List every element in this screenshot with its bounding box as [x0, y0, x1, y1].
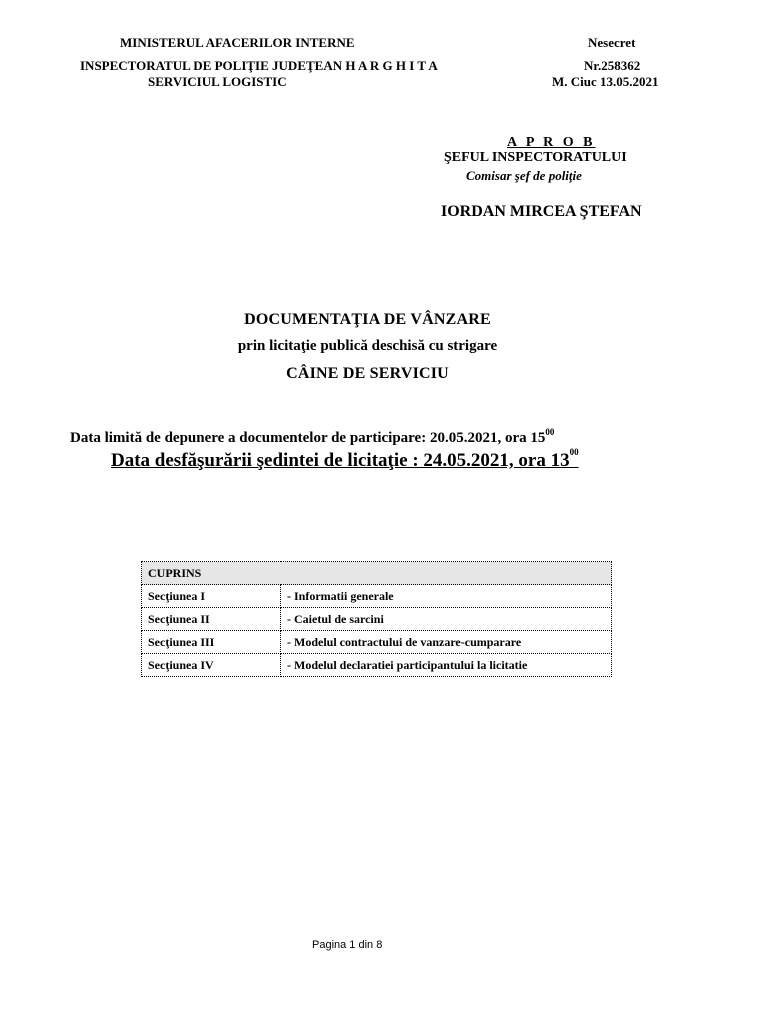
table-row — [142, 608, 612, 631]
toc-heading: CUPRINS — [142, 562, 612, 585]
ministry-name: MINISTERUL AFACERILOR INTERNE — [120, 35, 355, 50]
approver-name: IORDAN MIRCEA ŞTEFAN — [441, 203, 642, 220]
classification-label: Nesecret — [588, 35, 636, 50]
submission-deadline — [70, 427, 555, 447]
document-number: Nr.258362 — [584, 58, 641, 73]
place-date: M. Ciuc 13.05.2021 — [552, 74, 659, 89]
document-title: DOCUMENTAŢIA DE VÂNZARE — [244, 311, 491, 328]
submission-deadline-minutes: 00 — [545, 427, 555, 437]
table-row — [142, 585, 612, 608]
toc-section-description: - Modelul declaratiei participantului la licitatie — [281, 654, 612, 677]
table-of-contents — [141, 561, 612, 677]
toc-section-label: Secţiunea III — [142, 631, 281, 654]
auction-date-minutes: 00 — [569, 447, 579, 457]
document-object: CÂINE DE SERVICIU — [286, 365, 449, 382]
toc-section-label: Secţiunea I — [142, 585, 281, 608]
page-number: Pagina 1 din 8 — [312, 939, 383, 951]
toc-section-label: Secţiunea IV — [142, 654, 281, 677]
table-row — [142, 631, 612, 654]
toc-section-description: - Caietul de sarcini — [281, 608, 612, 631]
document-subtitle: prin licitaţie publică deschisă cu strigare — [237, 338, 498, 354]
toc-header-row — [142, 562, 612, 585]
approval-rank: Comisar şef de poliţie — [466, 168, 582, 183]
auction-date — [111, 447, 579, 472]
table-row — [142, 654, 612, 677]
toc-section-description: - Modelul contractului de vanzare-cumparare — [281, 631, 612, 654]
submission-deadline-text: Data limită de depunere a documentelor de participare: 20.05.2021, ora 15 — [70, 430, 546, 446]
auction-date-text: Data desfăşurării şedintei de licitaţie : 24.05.2021, ora 13 — [111, 450, 570, 471]
inspectorate-name: INSPECTORATUL DE POLIŢIE JUDEŢEAN H A R G H I T A — [80, 58, 438, 73]
approval-heading: A P R O B — [507, 135, 596, 150]
approval-role: ŞEFUL INSPECTORATULUI — [444, 150, 627, 165]
service-name: SERVICIUL LOGISTIC — [148, 74, 287, 89]
toc-section-label: Secţiunea II — [142, 608, 281, 631]
toc-section-description: - Informatii generale — [281, 585, 612, 608]
